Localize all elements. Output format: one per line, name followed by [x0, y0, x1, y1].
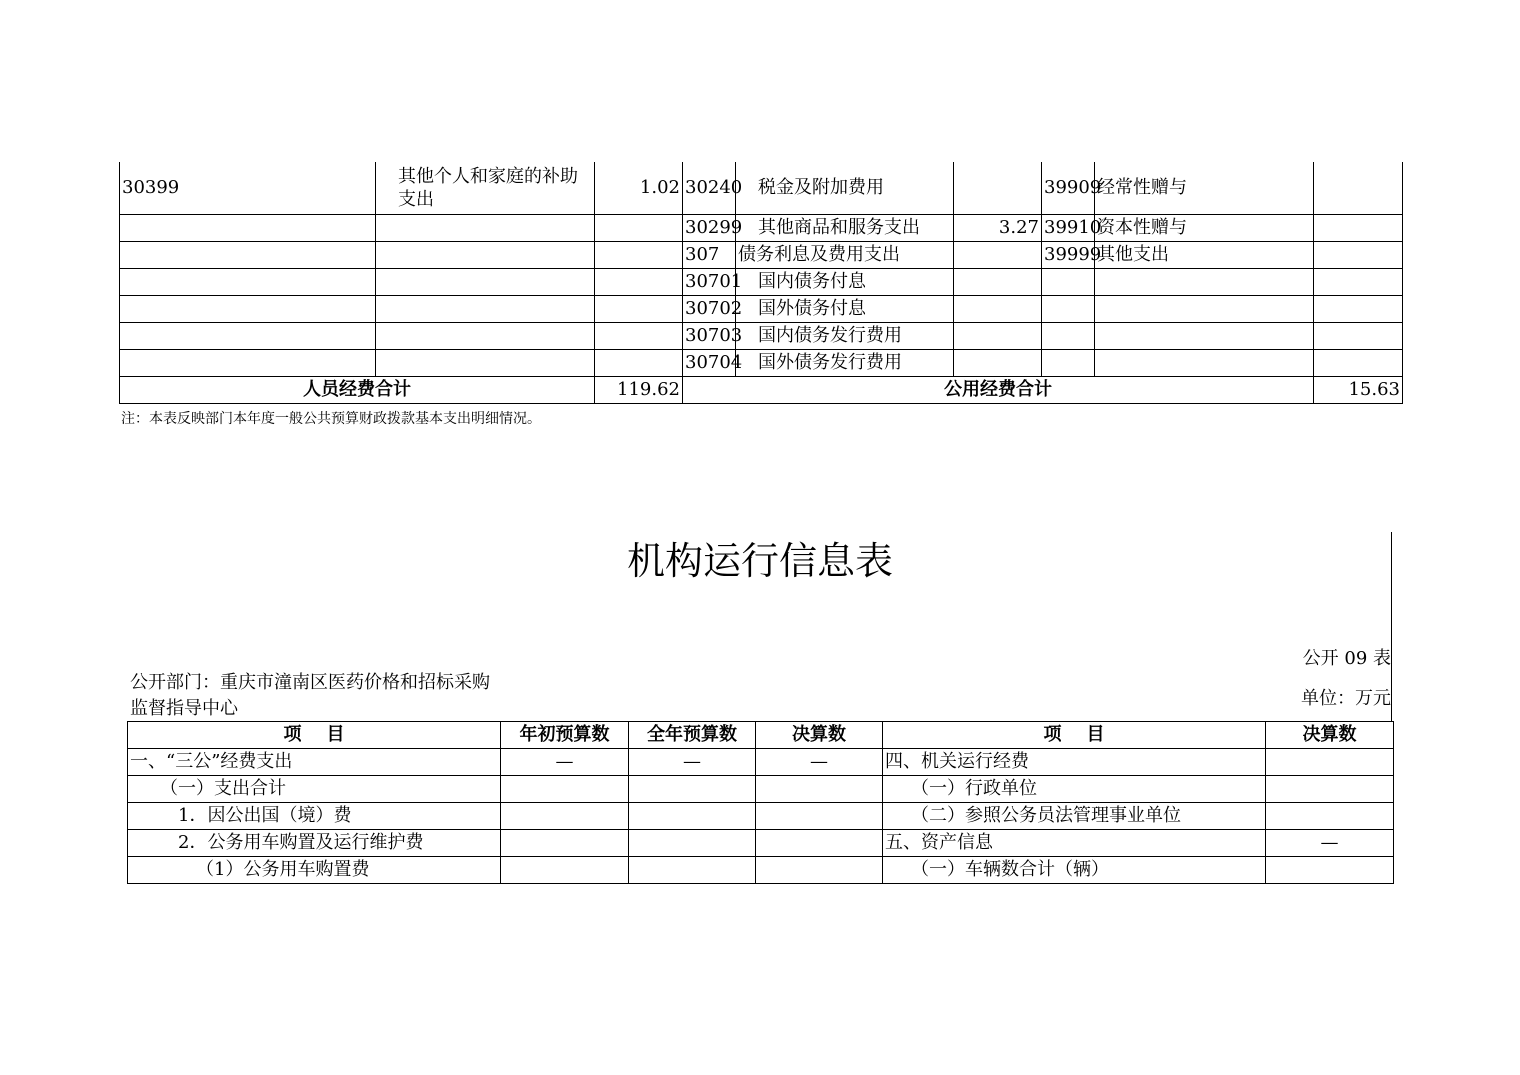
public-total-value: 15.63	[1314, 377, 1403, 404]
header-item: 项 目	[128, 722, 501, 749]
table-row	[128, 776, 1394, 803]
amount-cell	[1314, 269, 1403, 296]
item-cell: （一）支出合计	[128, 776, 501, 803]
code-cell	[120, 215, 376, 242]
header-initial-budget: 年初预算数	[501, 722, 629, 749]
table-row	[120, 350, 1403, 377]
header-final: 决算数	[756, 722, 883, 749]
header-final: 决算数	[1266, 722, 1394, 749]
value-cell	[756, 830, 883, 857]
institution-operation-table	[127, 721, 1394, 884]
code-cell	[1042, 350, 1095, 377]
code-cell: 30703	[683, 323, 736, 350]
code-cell	[120, 296, 376, 323]
table-row	[120, 242, 1403, 269]
amount-cell	[954, 162, 1042, 215]
value-cell: —	[501, 749, 629, 776]
unit-label: 单位：万元	[1301, 688, 1391, 709]
code-cell: 307	[683, 242, 736, 269]
value-cell	[501, 803, 629, 830]
value-cell	[756, 857, 883, 884]
amount-cell	[595, 296, 683, 323]
page-title: 机构运行信息表	[626, 539, 893, 583]
table-row	[120, 215, 1403, 242]
value-cell	[1266, 749, 1394, 776]
header-full-budget: 全年预算数	[629, 722, 756, 749]
amount-cell: 3.27	[954, 215, 1042, 242]
item-cell: 四、机关运行经费	[883, 749, 1266, 776]
value-cell	[1266, 776, 1394, 803]
amount-cell	[595, 242, 683, 269]
table-row	[120, 269, 1403, 296]
item-cell	[1095, 323, 1314, 350]
amount-cell	[595, 269, 683, 296]
amount-cell	[954, 296, 1042, 323]
amount-cell: 1.02	[595, 162, 683, 215]
item-cell: （一）行政单位	[883, 776, 1266, 803]
value-cell	[501, 857, 629, 884]
item-cell: 国外债务发行费用	[736, 350, 954, 377]
table-note: 注：本表反映部门本年度一般公共预算财政拨款基本支出明细情况。	[121, 411, 541, 427]
code-cell: 30704	[683, 350, 736, 377]
amount-cell	[954, 323, 1042, 350]
amount-cell	[954, 269, 1042, 296]
item-cell	[1095, 269, 1314, 296]
code-cell: 30702	[683, 296, 736, 323]
divider	[1391, 532, 1392, 722]
item-cell: 其他个人和家庭的补助支出	[376, 162, 595, 215]
personnel-total-value: 119.62	[595, 377, 683, 404]
item-cell: 五、资产信息	[883, 830, 1266, 857]
item-cell	[376, 269, 595, 296]
value-cell	[629, 776, 756, 803]
table-row	[128, 857, 1394, 884]
code-cell	[120, 269, 376, 296]
code-cell	[120, 242, 376, 269]
item-cell: 其他支出	[1095, 242, 1314, 269]
public-total-label: 公用经费合计	[683, 377, 1314, 404]
value-cell	[1266, 857, 1394, 884]
amount-cell	[595, 215, 683, 242]
table-number: 公开 09 表	[1302, 648, 1391, 669]
item-cell: 一、“三公”经费支出	[128, 749, 501, 776]
item-cell	[376, 242, 595, 269]
header-row	[128, 722, 1394, 749]
total-row	[120, 377, 1403, 404]
code-cell: 39909	[1042, 162, 1095, 215]
value-cell	[629, 857, 756, 884]
amount-cell	[1314, 215, 1403, 242]
item-cell	[376, 215, 595, 242]
amount-cell	[1314, 350, 1403, 377]
item-cell: 其他商品和服务支出	[736, 215, 954, 242]
item-cell	[376, 296, 595, 323]
amount-cell	[1314, 162, 1403, 215]
table-row	[128, 749, 1394, 776]
value-cell	[756, 803, 883, 830]
item-cell	[376, 350, 595, 377]
value-cell	[629, 830, 756, 857]
table-row	[128, 803, 1394, 830]
table-row	[120, 323, 1403, 350]
item-cell: 国外债务付息	[736, 296, 954, 323]
code-cell	[1042, 323, 1095, 350]
table-row	[120, 162, 1403, 215]
amount-cell	[1314, 323, 1403, 350]
basic-expenditure-table	[119, 162, 1403, 404]
code-cell: 39999	[1042, 242, 1095, 269]
code-cell	[1042, 296, 1095, 323]
department-label: 公开部门：重庆市潼南区医药价格和招标采购监督指导中心	[130, 672, 490, 719]
amount-cell	[1314, 242, 1403, 269]
personnel-total-label: 人员经费合计	[120, 377, 595, 404]
item-cell: 1．因公出国（境）费	[128, 803, 501, 830]
code-cell: 39910	[1042, 215, 1095, 242]
item-cell: 国内债务付息	[736, 269, 954, 296]
value-cell: —	[629, 749, 756, 776]
value-cell: —	[1266, 830, 1394, 857]
table-row	[120, 296, 1403, 323]
value-cell	[501, 830, 629, 857]
value-cell	[629, 803, 756, 830]
amount-cell	[595, 323, 683, 350]
value-cell	[756, 776, 883, 803]
item-cell: 债务利息及费用支出	[736, 242, 954, 269]
item-cell: （1）公务用车购置费	[128, 857, 501, 884]
table-row	[128, 830, 1394, 857]
item-cell: （二）参照公务员法管理事业单位	[883, 803, 1266, 830]
item-cell: 资本性赠与	[1095, 215, 1314, 242]
item-cell	[1095, 296, 1314, 323]
item-cell: 经常性赠与	[1095, 162, 1314, 215]
amount-cell	[595, 350, 683, 377]
code-cell: 30240	[683, 162, 736, 215]
item-cell: 2．公务用车购置及运行维护费	[128, 830, 501, 857]
amount-cell	[954, 350, 1042, 377]
code-cell	[1042, 269, 1095, 296]
amount-cell	[954, 242, 1042, 269]
code-cell: 30399	[120, 162, 376, 215]
amount-cell	[1314, 296, 1403, 323]
item-cell: 税金及附加费用	[736, 162, 954, 215]
item-cell: （一）车辆数合计（辆）	[883, 857, 1266, 884]
item-cell	[1095, 350, 1314, 377]
value-cell: —	[756, 749, 883, 776]
value-cell	[1266, 803, 1394, 830]
header-item: 项 目	[883, 722, 1266, 749]
item-cell	[376, 323, 595, 350]
code-cell	[120, 323, 376, 350]
code-cell: 30701	[683, 269, 736, 296]
value-cell	[501, 776, 629, 803]
code-cell: 30299	[683, 215, 736, 242]
code-cell	[120, 350, 376, 377]
item-cell: 国内债务发行费用	[736, 323, 954, 350]
